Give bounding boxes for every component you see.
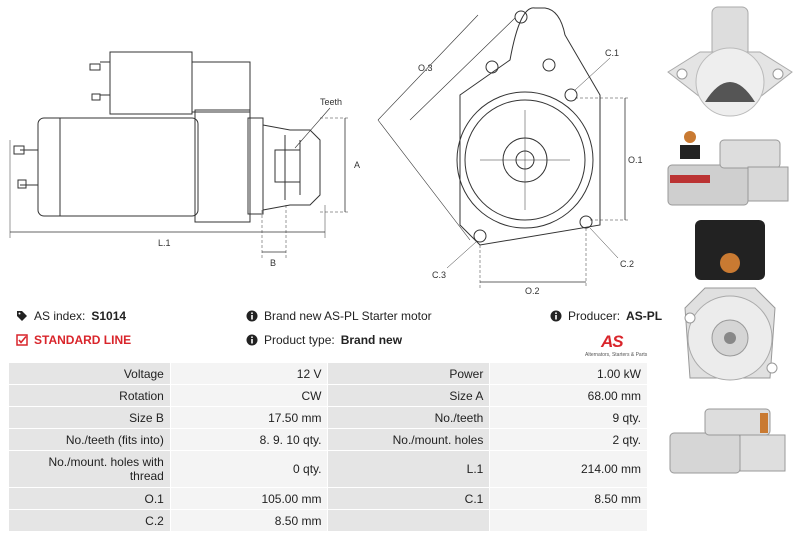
- info-icon: [246, 334, 258, 346]
- spec-value: 105.00 mm: [171, 488, 328, 509]
- product-type-value: Brand new: [340, 333, 403, 347]
- as-index-label: AS index:: [34, 309, 86, 323]
- label-a: A: [354, 160, 361, 170]
- label-l1: L.1: [158, 238, 171, 248]
- spec-label: No./mount. holes with thread: [9, 451, 170, 487]
- producer-row: [550, 309, 662, 323]
- spec-value: 8. 9. 10 qty.: [171, 429, 328, 450]
- side-view-drawing: [10, 52, 350, 258]
- spec-value: CW: [171, 385, 328, 406]
- spec-label: L.1: [328, 451, 489, 487]
- brand-new-text: Brand new AS-PL Starter motor: [264, 309, 432, 323]
- spec-value: 68.00 mm: [490, 385, 647, 406]
- label-c1: C.1: [605, 48, 620, 58]
- spec-label: No./mount. holes: [328, 429, 489, 450]
- table-row: [9, 407, 647, 428]
- spec-value: 9 qty.: [490, 407, 647, 428]
- label-c2: C.2: [620, 259, 635, 269]
- spec-table: [8, 362, 648, 532]
- info-icon: [246, 310, 258, 322]
- standard-line-row: [16, 333, 131, 347]
- spec-value: 2 qty.: [490, 429, 647, 450]
- spec-value: 214.00 mm: [490, 451, 647, 487]
- spec-label: Size A: [328, 385, 489, 406]
- label-o1: O.1: [628, 155, 643, 165]
- as-index-row: [16, 309, 126, 323]
- spec-label: C.1: [328, 488, 489, 509]
- spec-value: 17.50 mm: [171, 407, 328, 428]
- standard-line-label: STANDARD LINE: [34, 333, 132, 347]
- spec-value: 0 qty.: [171, 451, 328, 487]
- producer-label: Producer:: [568, 309, 621, 323]
- spec-label: O.1: [9, 488, 170, 509]
- table-row: [9, 451, 647, 487]
- table-row: [9, 363, 647, 384]
- product-photo-front: [660, 2, 800, 122]
- checkbox-checked-icon: [16, 334, 28, 346]
- product-photo-side-1: [660, 125, 800, 215]
- label-o3: O.3: [418, 63, 433, 73]
- as-pl-logo: [585, 332, 655, 360]
- spec-label: Voltage: [9, 363, 170, 384]
- front-view-drawing: [378, 8, 630, 288]
- spec-label: Power: [328, 363, 489, 384]
- spec-label: No./teeth: [328, 407, 489, 428]
- spec-value: 8.50 mm: [171, 510, 328, 531]
- product-type-row: [246, 333, 402, 347]
- spec-label: [328, 510, 489, 531]
- as-index-value: S1014: [91, 309, 127, 323]
- spec-label: C.2: [9, 510, 170, 531]
- spec-label: No./teeth (fits into): [9, 429, 170, 450]
- table-row: [9, 510, 647, 531]
- spec-label: Rotation: [9, 385, 170, 406]
- producer-value: AS-PL: [626, 309, 663, 323]
- spec-value: 1.00 kW: [490, 363, 647, 384]
- spec-label: Size B: [9, 407, 170, 428]
- product-photo-rear: [660, 218, 800, 408]
- label-b: B: [270, 258, 277, 268]
- label-o2: O.2: [525, 286, 540, 296]
- technical-drawing: [0, 0, 660, 300]
- logo-tagline: Alternators, Starters & Parts: [585, 352, 648, 358]
- table-row: [9, 385, 647, 406]
- label-teeth: Teeth: [320, 97, 343, 107]
- logo-mark: AS: [601, 332, 623, 351]
- label-c3: C.3: [432, 270, 447, 280]
- spec-value: 12 V: [171, 363, 328, 384]
- product-type-label: Product type:: [264, 333, 335, 347]
- table-row: [9, 488, 647, 509]
- table-row: [9, 429, 647, 450]
- spec-value: [490, 510, 647, 531]
- brand-new-row: [246, 309, 432, 323]
- spec-value: 8.50 mm: [490, 488, 647, 509]
- product-photo-side-2: [660, 405, 800, 483]
- info-icon: [550, 310, 562, 322]
- tag-icon: [16, 310, 28, 322]
